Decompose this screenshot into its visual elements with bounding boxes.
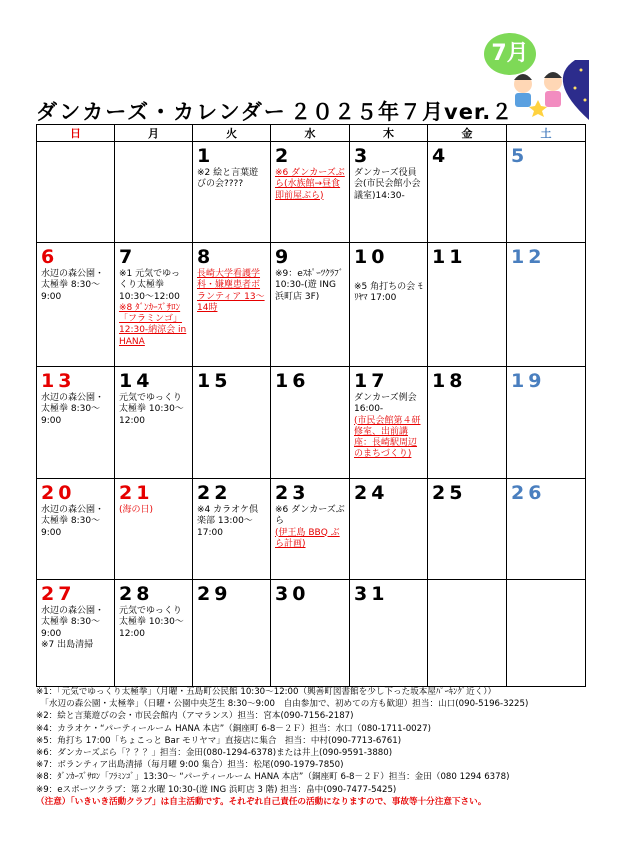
footer-note: ※8：ﾀﾞﾝｶｰｽﾞｻﾛﾝ「ﾌﾗﾐﾝｺﾞ」13:30～ “パーティールーム HANA 本店”（銅座町 6-8－２Ｆ）担当：金田（080 1294 6378) [36,772,510,783]
event-note: 水辺の森公園・太極拳 8:30～9:00 [41,393,105,426]
day-number: 13 [41,370,76,392]
event-note: ※6 ダンカーズぶら [275,505,345,527]
day-number: 14 [119,370,154,392]
day-number: 25 [432,482,467,504]
event-note: 水辺の森公園・太極拳 8:30～9:00 [41,269,105,302]
day-number: 27 [41,583,76,605]
calendar-day-cell [507,367,586,479]
calendar-week-row [37,367,586,479]
day-number: 19 [511,370,546,392]
footer-note: ※2：絵と言葉遊びの会・市民会館内（アマランス）担当：宮本(090-7156-2187) [36,711,354,722]
calendar-grid [36,124,586,687]
day-number: 26 [511,482,546,504]
event-note: ダンカーズ役員会(市民会館小会議室)14:30- [354,168,421,201]
day-number: 31 [354,583,389,605]
calendar-header [36,96,514,124]
calendar-day-cell [115,142,193,243]
day-number: 12 [511,246,546,268]
event-note: 水辺の森公園・太極拳 8:30～9:00 [41,505,105,538]
day-number: 23 [275,482,310,504]
event-note: ※2 絵と言葉遊びの会???? [197,168,259,190]
month-badge: 7月 [484,33,536,75]
calendar-day-cell [193,580,271,687]
event-note: ※8 ﾀﾞﾝｶｰｽﾞｻﾛﾝ「フラミンゴ」12:30-納涼会 in HANA [119,302,187,347]
calendar-day-cell [115,243,193,367]
calendar-month-label: ２０２５年７月ver.２ [290,100,514,124]
day-number: 9 [275,246,293,268]
calendar-day-cell [271,580,350,687]
footer-warning: （注意）「いきいき活動クラブ」は自主活動です。それぞれ自己責任の活動になりますので、事故等十分注意下さい。 [36,796,487,807]
day-number: 18 [432,370,467,392]
calendar-day-cell [37,367,115,479]
day-number: 5 [511,145,529,167]
footer-note: ※4：カラオケ・“パーティールーム HANA 本店”（銅座町 6-8－２Ｆ）担当：水口（080-1711-0027) [36,723,431,734]
calendar-day-cell [193,142,271,243]
day-number: 28 [119,583,154,605]
weekday-tuesday: 火 [193,125,271,142]
footer-note: ※6：ダンカーズぶら「？？？」担当：金田(080-1294-6378)または井上(090-9591-3880) [36,748,393,759]
day-number: 20 [41,482,76,504]
footer-note: ※5：角打ち 17:00「ちょこっと Bar モリヤマ」直接店に集合 担当：中村(090-7713-6761) [36,735,402,746]
calendar-day-cell [428,580,507,687]
event-note: 元気でゆっくり太極拳 10:30～12:00 [119,393,184,426]
day-number: 2 [275,145,293,167]
event-note: (市民会館第４研修室、出前講座：長崎駅周辺のまちづくり) [354,415,421,460]
day-number: 22 [197,482,232,504]
calendar-day-cell [350,580,428,687]
event-note: (伊王島 BBQ ぶら計画) [275,527,340,549]
day-number: 1 [197,145,215,167]
calendar-day-cell [37,142,115,243]
calendar-day-cell [37,580,115,687]
tanabata-illustration-icon [505,60,589,120]
calendar-day-cell [507,479,586,580]
day-number: 4 [432,145,450,167]
event-note: 長崎大学看護学科・嫌塵患者ボランティア 13～14時 [197,269,265,313]
day-number: 21 [119,482,154,504]
calendar-week-row [37,243,586,367]
calendar-day-cell [350,243,428,367]
calendar-day-cell [350,367,428,479]
event-note: ※4 カラオケ倶楽部 13:00～17:00 [197,505,258,538]
calendar-day-cell [115,479,193,580]
event-note: ※7 出島清掃 [41,639,94,650]
weekday-friday: 金 [428,125,507,142]
calendar-day-cell [115,367,193,479]
calendar-week-row [37,142,586,243]
event-note: ※6 ダンカーズぶら(水族館→昼食即前屋ぶら) [275,168,345,201]
calendar-day-cell [37,479,115,580]
weekday-thursday: 木 [350,125,428,142]
calendar-day-cell [193,367,271,479]
calendar-week-row [37,580,586,687]
day-number: 7 [119,246,137,268]
day-number: 8 [197,246,215,268]
calendar-week-row [37,479,586,580]
day-number: 11 [432,246,467,268]
day-number: 6 [41,246,59,268]
event-note: (海の日) [119,505,154,515]
weekday-sunday: 日 [37,125,115,142]
day-number: 15 [197,370,232,392]
calendar-day-cell [428,243,507,367]
day-number: 10 [354,246,389,268]
footer-note: 「水辺の森公園・太極拳」（日曜・公園中央芝生 8:30～9:00 自由参加で、初めての方も歓迎）担当：山口(090-5196-3225) [36,699,529,710]
calendar-title: ダンカーズ・カレンダー [36,100,287,124]
calendar-day-cell [350,142,428,243]
weekday-monday: 月 [115,125,193,142]
footer-note: ※1：「元気でゆっくり太極拳」（月曜・五島町公民館 10:30～12:00（興善町図書館を少し下った坂本屋ﾊﾟｰｷﾝｸﾞ近く）） [36,687,497,697]
day-number: 3 [354,145,372,167]
weekday-saturday: 土 [507,125,586,142]
calendar-day-cell [428,479,507,580]
event-note: 水辺の森公園・太極拳 8:30～9:00 [41,606,105,639]
calendar-day-cell [37,243,115,367]
calendar-day-cell [428,142,507,243]
day-number: 17 [354,370,389,392]
day-number: 30 [275,583,310,605]
day-number: 16 [275,370,310,392]
calendar-day-cell [271,142,350,243]
event-note: ダンカーズ例会 16:00- [354,393,417,415]
calendar-day-cell [271,479,350,580]
event-note: ※5 角打ちの会 ﾓﾘﾔﾏ 17:00 [354,282,423,304]
calendar-day-cell [507,142,586,243]
event-note: ※1 元気でゆっくり太極拳 10:30～12:00 [119,269,181,302]
event-note: ※9：eｽﾎﾟｰﾂｸﾗﾌﾞ 10:30-(遊 ING 浜町店 3F) [275,269,344,302]
day-number: 24 [354,482,389,504]
calendar-day-cell [350,479,428,580]
calendar-day-cell [428,367,507,479]
footer-note: ※7：ボランティア出島清掃（毎月曜 9:00 集合）担当：松尾(090-1979-7850) [36,760,344,771]
weekday-wednesday: 水 [271,125,350,142]
calendar-day-cell [193,479,271,580]
weekday-header-row [37,125,586,142]
calendar-day-cell [507,243,586,367]
calendar-day-cell [271,243,350,367]
day-number: 29 [197,583,232,605]
footer-notes [36,686,596,808]
calendar-day-cell [193,243,271,367]
footer-note: ※9：eスポーツクラブ：第２水曜 10:30-(遊 ING 浜町店 3 階) 担当：畠中(090-7477-5425) [36,784,397,795]
event-note: 元気でゆっくり太極拳 10:30～12:00 [119,606,184,639]
calendar-day-cell [115,580,193,687]
calendar-day-cell [271,367,350,479]
calendar-day-cell [507,580,586,687]
